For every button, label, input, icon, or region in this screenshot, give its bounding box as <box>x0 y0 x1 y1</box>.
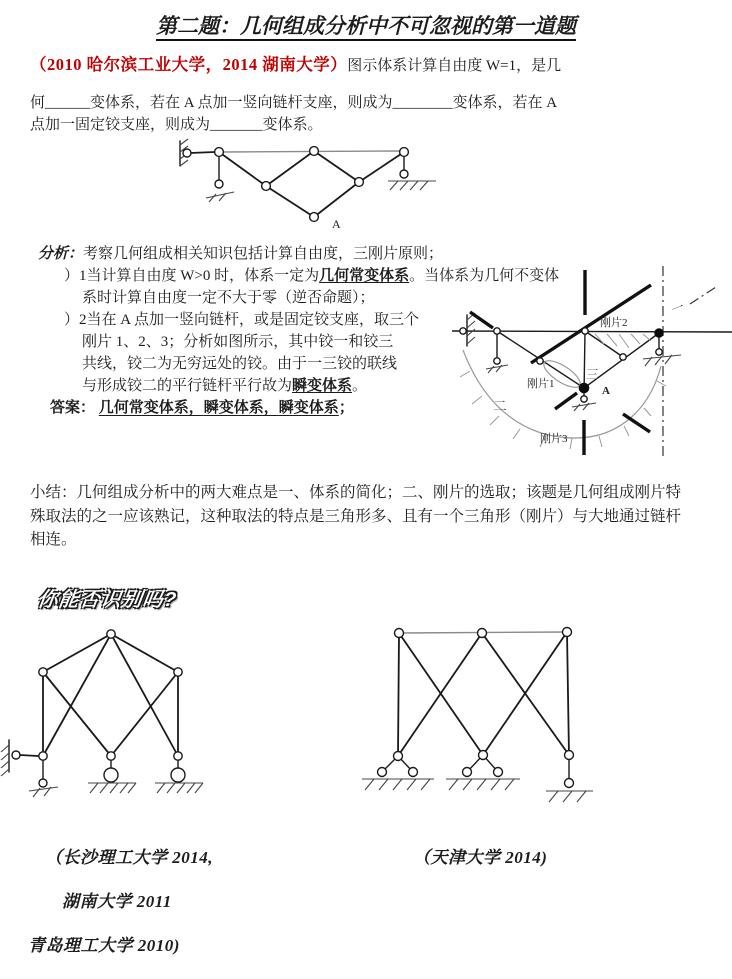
truss-members <box>219 151 404 217</box>
analysis-item2-term: 瞬变体系 <box>292 378 353 394</box>
right-link-support <box>546 759 593 802</box>
node-a-label: A <box>332 217 341 231</box>
answer-2: 瞬变体系， <box>203 400 279 416</box>
truss-nodes <box>12 630 182 760</box>
ground-arc <box>463 350 661 438</box>
problem-source-line <box>30 51 561 75</box>
analysis-intro: 考察几何组成相关知识包括计算自由度，三刚片原则； <box>83 246 444 262</box>
truss-members <box>398 632 569 756</box>
hinge-one-label: 一 <box>668 299 687 318</box>
page-title-text: 第二题：几何组成分析中不可忽视的第一道题 <box>156 14 576 41</box>
node-a-label: A <box>602 385 610 397</box>
right-roller-support <box>155 760 203 793</box>
analysis-item2-line2: 刚片 1、2、3；分析如图所示，其中铰一和铰三 <box>82 334 394 350</box>
analysis-item1-pre: ）1当计算自由度 W>0 时，体系一定为 <box>64 268 320 284</box>
analysis-label: 分析： <box>38 246 84 262</box>
analysis-item2-line4: 与形成铰二的平行链杆平行故为 <box>82 378 293 394</box>
plate1-label: 刚片1 <box>527 378 555 390</box>
hinge-three-label: 三 <box>586 367 600 382</box>
answer-3: 瞬变体系 <box>278 400 339 416</box>
a-link-support <box>572 396 596 411</box>
plate3-label: 刚片3 <box>540 433 568 445</box>
answer-tail: ； <box>338 400 354 416</box>
analysis-item1-cont: 系时计算自由度一定不大于零（逆否命题）； <box>82 290 375 306</box>
hinge-one-node <box>655 329 663 337</box>
caption-left-line3: 青岛理工大学 2010) <box>28 936 180 955</box>
wall-support <box>467 313 475 346</box>
caption-right: （天津大学 2014) <box>413 848 548 867</box>
left-lower-link-support <box>29 760 58 797</box>
analysis-item1-mid: 。当体系为几何不变体 <box>409 268 560 284</box>
middle-double-link-support <box>446 755 520 790</box>
plate2-hatching <box>595 334 651 348</box>
analysis-item2-tail: 。 <box>352 378 368 394</box>
caption-left-line1: （长沙理工大学 2014, <box>45 848 213 867</box>
answer-label: 答案： <box>50 400 96 416</box>
problem-statement <box>30 93 692 136</box>
problem-intro: 图示体系计算自由度 W=1，是几 <box>347 58 562 74</box>
page-title <box>0 10 732 40</box>
analysis-item1-term: 几何常变体系 <box>319 268 410 284</box>
truss-members <box>43 634 178 756</box>
left-link-support <box>206 180 234 202</box>
problem-line-3: 点加一固定铰支座，则成为_______变体系。 <box>30 116 323 133</box>
analysis-diagram <box>452 256 732 466</box>
truss-figure-main <box>160 138 520 240</box>
caption-left-line2: 湖南大学 2011 <box>62 892 172 911</box>
summary-paragraph: 小结：几何组成分析中的两大难点是一、体系的简化；二、刚片的选取；该题是几何组成刚片特殊取法的之一应该熟记，这种取法的特点是三角形多、且有一个三角形（刚片）与大地通过链杆相连。 <box>30 484 682 548</box>
challenge-banner: 你能否识别吗? <box>36 589 179 611</box>
middle-roller-support <box>88 760 136 793</box>
truss-figure-right <box>350 613 630 818</box>
answer-1: 几何常变体系， <box>98 400 204 416</box>
analysis-item2-line1: ）2当在 A 点加一竖向链杆，或是固定铰支座，取三个 <box>64 312 420 328</box>
problem-source: （2010 哈尔滨工业大学，2014 湖南大学） <box>30 55 348 74</box>
truss-nodes <box>394 628 574 761</box>
wall-support <box>1 740 9 776</box>
right-link-support <box>388 170 436 190</box>
left-link-support <box>486 334 508 373</box>
problem-line-2: 何______变体系，若在 A 点加一竖向链杆支座，则成为________变体系，若在 A <box>30 95 558 111</box>
analysis-item2-line3: 共线，铰二为无穷远处的铰。由于一三铰的联线 <box>82 356 398 372</box>
hinge-two-label: 二 <box>493 400 507 415</box>
plate2-label: 刚片2 <box>600 317 628 329</box>
hinge-three-node <box>579 383 589 393</box>
truss-figure-left <box>0 613 240 818</box>
